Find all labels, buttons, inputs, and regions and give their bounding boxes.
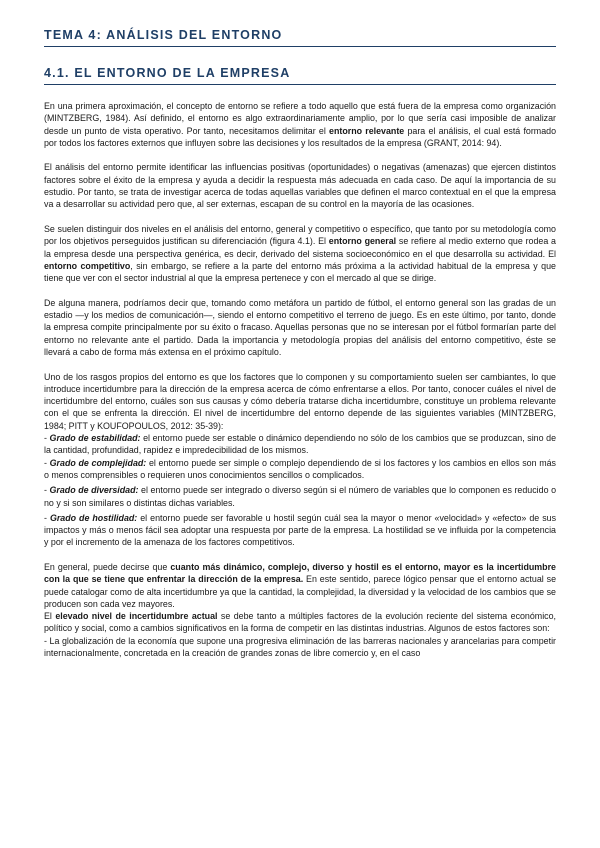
paragraph-5: Uno de los rasgos propios del entorno es que los factores que lo componen y su comportamiento suelen ser cambiantes, lo que introduce incertidumbre para la dirección de la empresa acerca de cómo enfrentarse a ellos. Por tanto, conocer cuáles el nivel de incertidumbre del entorno, cuáles son sus causas y cómo debería tratarse dicha incertidumbre, constituye un problema relevante con el que se enfrenta la dirección. El nivel de incertidumbre del entorno depende de las siguientes variables (MINTZBERG, 1984; PITT y KOUFOPOULOS, 2012: 35-39):: [44, 371, 556, 431]
section-title: 4.1. EL ENTORNO DE LA EMPRESA: [44, 66, 556, 85]
paragraph-8: - La globalización de la economía que supone una progresiva eliminación de las barreras nacionales y arancelarias para competir internacionalmente, concretada en la creación de grandes zonas de libre comercio y, en el caso: [44, 635, 556, 659]
paragraph-1: En una primera aproximación, el concepto de entorno se refiere a todo aquello que está fuera de la empresa como organización (MINTZBERG, 1984). Así definido, el entorno es algo extraordinariamente amplio, por lo que sería casi imposible de analizar desde un punto de vista operativo. Por tanto, necesitamos delimitar el entorno relevante para el análisis, el cual está formado por todos los factores externos que influyen sobre las decisiones y los resultados de la empresa (GRANT, 2014: 94).: [44, 101, 557, 148]
list-item: - Grado de diversidad: el entorno puede ser integrado o diverso según si el número de variables que lo componen es reducido o no y si son similares o distintas dichas variables.: [44, 485, 556, 508]
chapter-title: TEMA 4: ANÁLISIS DEL ENTORNO: [44, 28, 556, 47]
list-item: - Grado de estabilidad: el entorno puede ser estable o dinámico dependiendo no sólo de los cambios que se produzcan, sino de la cantidad, profundidad, rapidez e impredecibilidad de los mismos.: [44, 433, 557, 456]
list-item: - Grado de complejidad: el entorno puede ser simple o complejo dependiendo de si los factores y los cambios en ellos son más o menos comprensibles o requieren unos conocimientos sencillos o complicados.: [44, 457, 556, 480]
paragraph-3: Se suelen distinguir dos niveles en el análisis del entorno, general y competitivo o específico, que tanto por su metodología como por los objetivos perseguidos justifican su diferenciación (figura 4.1). El entorno general se refiere al medio externo que rodea a la empresa desde una perspectiva genérica, es decir, derivado del sistema socioeconómico en el que desarrolla su actividad. El entorno competitivo, sin embargo, se refiere a la parte del entorno más próxima a la actividad habitual de la empresa y que tiene que ver con el sector industrial al que la empresa pertenece y con el mercado al que se dirige.: [44, 223, 556, 284]
paragraph-2: El análisis del entorno permite identificar las influencias positivas (oportunidades) o negativas (amenazas) que ejercen distintos factores sobre el éxito de la empresa y ayuda a decidir la respuesta más adecuada en cada caso. De aquí la importancia de su estudio. Por tanto, se trata de investigar acerca de todas aquellas variables que definen el marco contextual en el que la empresa va a desarrollar su actividad pero que, al ser externas, escapan de su control en la mayoría de las ocasiones.: [44, 162, 556, 210]
paragraph-7: El elevado nivel de incertidumbre actual se debe tanto a múltiples factores de la evolución reciente del sistema económico, político y social, como a cambios significativos en la forma de competir en las distintas industrias. Algunos de estos factores son:: [44, 611, 557, 634]
paragraph-4: De alguna manera, podríamos decir que, tomando como metáfora un partido de fútbol, el entorno general son las gradas de un estadio —y los medios de comunicación—, siendo el entorno competitivo el terreno de juego. Es en este último, por tanto, donde la empresa compite principalmente por su éxito o fracaso. Aquellas personas que no se interesan por el fútbol formarían parte del entorno no relevante ante el partido. Dada la importancia y metodología propias del análisis del entorno competitivo, éste se llevará a cabo de forma más extensa en el próximo capítulo.: [44, 297, 556, 357]
body-text: [44, 100, 556, 659]
list-item: - Grado de hostilidad: el entorno puede ser favorable u hostil según cuál sea la mayor o menor «velocidad» y «efecto» de sus impactos y más o menos fácil sea adoptar una respuesta por parte de la empresa. La hostilidad se ve influida por la competencia y por el incremento de la amenaza de los factores competitivos.: [44, 512, 557, 548]
paragraph-6: En general, puede decirse que cuanto más dinámico, complejo, diverso y hostil es el entorno, mayor es la incertidumbre con la que se tiene que enfrentar la dirección de la empresa. En este sentido, parece lógico pensar que el entorno actual se puede catalogar como de alta incertidumbre ya que la cantidad, la complejidad, la diversidad y la velocidad de los cambios que se producen son cada vez mayores.: [44, 561, 556, 609]
